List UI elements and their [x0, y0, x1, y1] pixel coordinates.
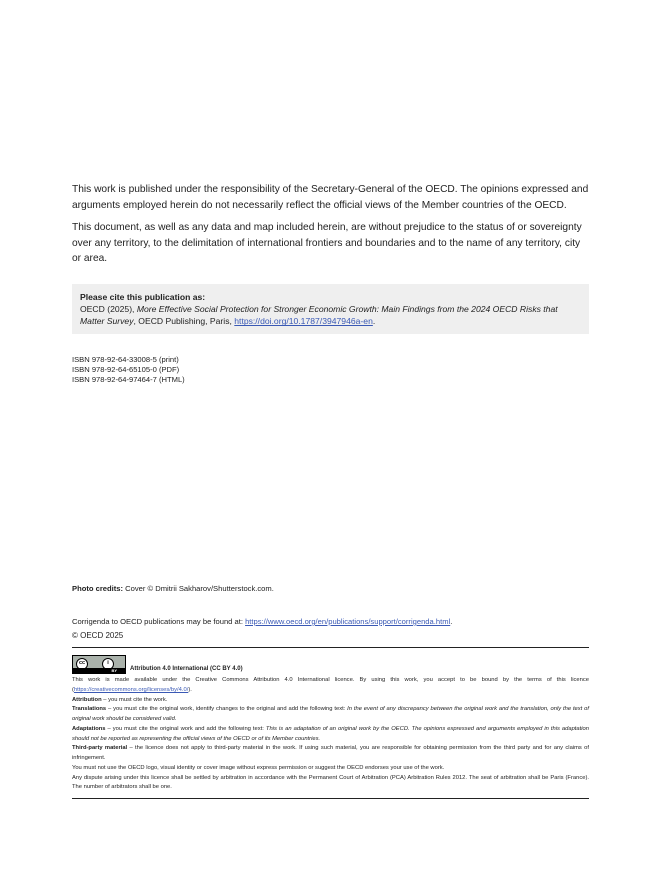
citation-end: .	[372, 316, 376, 327]
corrigenda-end: .	[450, 617, 453, 626]
badge-bar	[73, 668, 125, 673]
badge-by-text: BY	[111, 668, 117, 673]
isbn-pdf: ISBN 978-92-64-65105-0 (PDF)	[72, 364, 180, 374]
corrigenda-text: Corrigenda to OECD publications may be found at:	[72, 617, 246, 626]
bottom-divider	[72, 798, 589, 799]
photo-credits-label: Photo credits:	[72, 584, 124, 593]
isbn-html: ISBN 978-92-64-97464-7 (HTML)	[72, 374, 185, 384]
license-third-party: Third-party material – the licence does not apply to third-party material in the work. If using such material, you are responsible for obtaining permission from the third party and for any claims of infringement.	[72, 745, 589, 761]
top-divider	[72, 647, 589, 648]
copyright: © OECD 2025	[72, 631, 124, 640]
citation-title: More Effective Social Protection for Stronger Economic Growth: Main Findings from the 2024 OECD Risks that Matter Survey	[80, 304, 558, 327]
isbn-list	[72, 355, 590, 384]
isbn-print: ISBN 978-92-64-33008-5 (print)	[72, 355, 179, 364]
license-adaptations: Adaptations – you must cite the original work and add the following text: This is an adaptation of an original work by the OECD. The opinions expressed and arguments employed in this adaptation should not be reported as representing the official views of the OECD or of its Member countries.	[72, 725, 589, 742]
citation-text	[80, 303, 581, 328]
license-dispute: Any dispute arising under this licence shall be settled by arbitration in accordance with the Permanent Court of Arbitration (PCA) Arbitration Rules 2012. The seat of arbitration shall be Paris (France). The number of arbitrators shall be one.	[72, 774, 589, 791]
license-attribution: Attribution – you must cite the work.	[72, 696, 168, 703]
citation-box	[72, 284, 589, 334]
disclaimer-territory: This document, as well as any data and map included herein, are without prejudice to the status of or sovereignty over any territory, to the delimitation of international frontiers and boundaries and to the name of any territory, city or area.	[72, 222, 582, 264]
disclaimer	[72, 182, 590, 267]
citation-publisher: , OECD Publishing, Paris,	[133, 316, 235, 327]
photo-credits-text: Cover © Dmitrii Sakharov/Shutterstock.com.	[123, 584, 274, 593]
license-translations: Translations – you must cite the original work, identify changes to the original and add the following text: In the event of any discrepancy between the original work and the translation, only the text of original work should be considered valid.	[72, 706, 589, 722]
photo-credits	[72, 584, 590, 594]
attribution-icon: i	[102, 658, 114, 670]
cc-by-badge	[72, 655, 126, 674]
license-intro: This work is made available under the Creative Commons Attribution 4.0 International licence. By using this work, you accept to be bound by the terms of this licence (https://creativecommons.org/licenses/by/4.0/).	[72, 677, 589, 693]
license-url-link[interactable]: https://creativecommons.org/licenses/by/4.0/	[73, 686, 189, 693]
citation-doi-link[interactable]: https://doi.org/10.1787/3947946a-en	[234, 316, 373, 327]
license-title: Attribution 4.0 International (CC BY 4.0)	[130, 666, 243, 672]
cc-icon: cc	[76, 658, 88, 670]
citation-heading: Please cite this publication as:	[80, 292, 206, 302]
license-text	[72, 676, 589, 793]
disclaimer-responsibility: This work is published under the responsibility of the Secretary-General of the OECD. The opinions expressed and arguments employed herein do not necessarily reflect the official views of the Member countries of the OECD.	[72, 184, 589, 211]
license-logo-use: You must not use the OECD logo, visual identity or cover image without express permission or suggest the OECD endorses your use of the work.	[72, 764, 445, 771]
corrigenda	[72, 617, 590, 627]
corrigenda-link[interactable]: https://www.oecd.org/en/publications/support/corrigenda.html	[245, 617, 451, 626]
citation-prefix: OECD (2025),	[80, 304, 137, 314]
